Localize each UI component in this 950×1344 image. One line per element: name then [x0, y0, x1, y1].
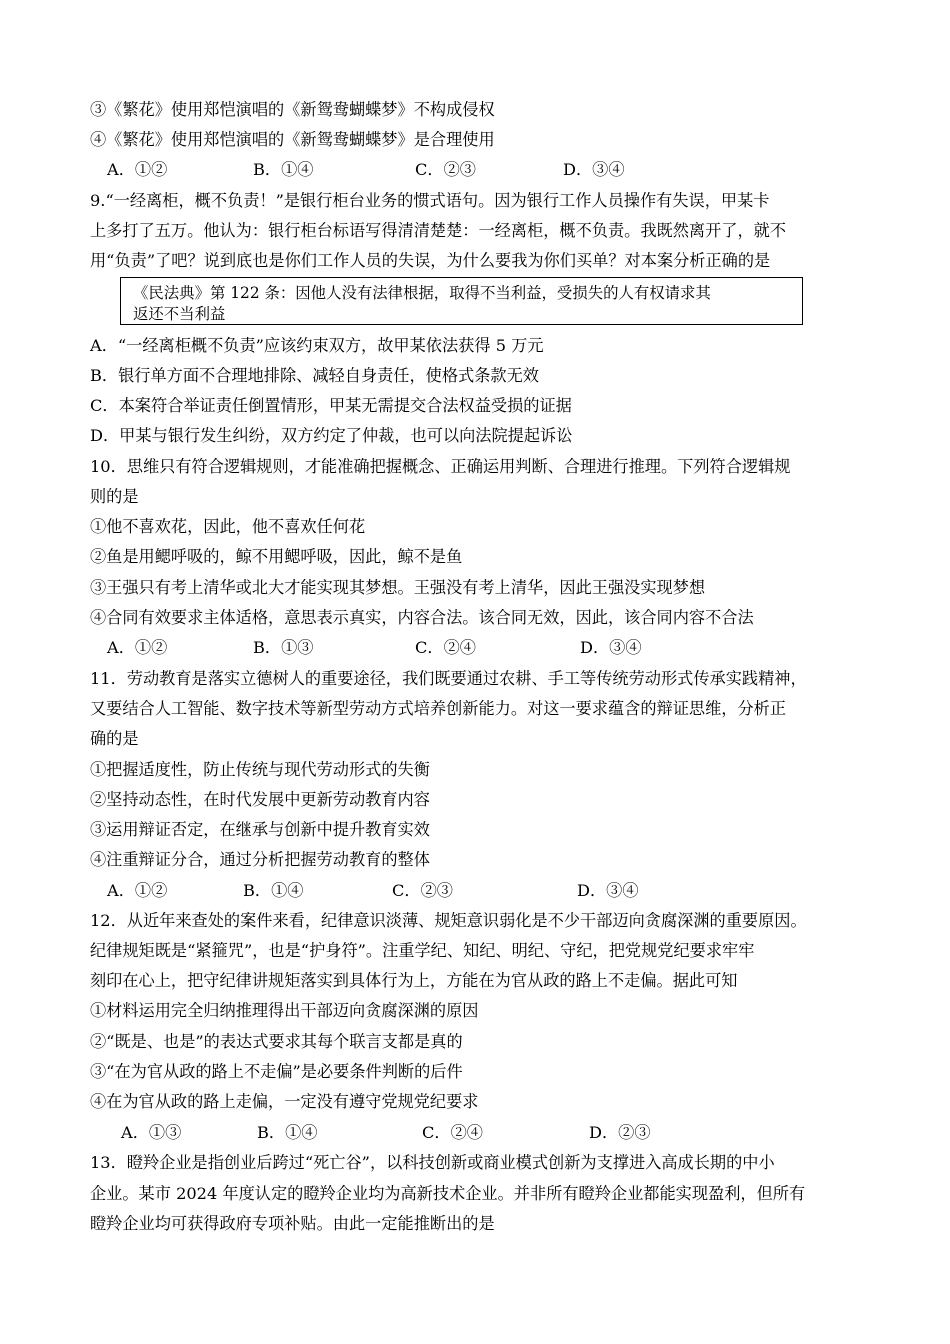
q11-stem-line-2: 又要结合人工智能、数字技术等新型劳动方式培养创新能力。对这一要求蕴含的辩证思维，分析正 — [90, 699, 787, 718]
q10-stem-line-1: 10．思维只有符合逻辑规则，才能准确把握概念、正确运用判断、合理进行推理。下列符合逻辑规 — [90, 457, 791, 476]
q9-law-box — [120, 277, 803, 325]
q12-statement-1: ①材料运用完全归纳推理得出干部迈向贪腐深渊的原因 — [90, 1001, 479, 1020]
q9-law-line-2: 返还不当利益 — [133, 305, 226, 323]
q12-option-c: C．②④ — [422, 1123, 483, 1142]
q11-stem-line-1: 11．劳动教育是落实立德树人的重要途径，我们既要通过农耕、手工等传统劳动形式传承实践精神， — [90, 669, 807, 688]
q13-stem-line-2: 企业。某市 2024 年度认定的瞪羚企业均为高新技术企业。并非所有瞪羚企业都能实现盈利，但所有 — [90, 1184, 806, 1203]
q10-option-b: B．①③ — [253, 638, 314, 657]
q13-stem-line-3: 瞪羚企业均可获得政府专项补贴。由此一定能推断出的是 — [90, 1214, 495, 1233]
q9-stem-line-1: 9.“一经离柜，概不负责！”是银行柜台业务的惯式语句。因为银行工作人员操作有失误，甲某卡 — [90, 191, 770, 210]
q9-option-a: A．“一经离柜概不负责”应该约束双方，故甲某依法获得 5 万元 — [90, 336, 544, 355]
q12-stem-line-3: 刻印在心上，把守纪律讲规矩落实到具体行为上，方能在为官从政的路上不走偏。据此可知 — [90, 971, 738, 990]
q12-statement-4: ④在为官从政的路上走偏，一定没有遵守党规党纪要求 — [90, 1092, 479, 1111]
q12-option-b: B．①④ — [257, 1123, 318, 1142]
q13-stem-line-1: 13．瞪羚企业是指创业后跨过“死亡谷”，以科技创新或商业模式创新为支撑进入高成长期的中小 — [90, 1153, 775, 1172]
top-option-c: C．②③ — [415, 160, 476, 179]
top-statement-4: ④《繁花》使用郑恺演唱的《新鸳鸯蝴蝶梦》是合理使用 — [90, 130, 495, 149]
q11-stem-line-3: 确的是 — [90, 729, 139, 748]
q9-stem-line-3: 用“负责”了吧？说到底也是你们工作人员的失误，为什么要我为你们买单？对本案分析正确的是 — [90, 251, 771, 270]
q11-statement-2: ②坚持动态性，在时代发展中更新劳动教育内容 — [90, 790, 430, 809]
q10-statement-3: ③王强只有考上清华或北大才能实现其梦想。王强没有考上清华，因此王强没实现梦想 — [90, 578, 706, 597]
q10-statement-4: ④合同有效要求主体适格，意思表示真实，内容合法。该合同无效，因此，该合同内容不合法 — [90, 608, 754, 627]
q11-option-d: D．③④ — [577, 881, 639, 900]
q11-option-c: C．②③ — [392, 881, 453, 900]
q12-option-a: A．①③ — [121, 1123, 182, 1142]
q9-option-c: C．本案符合举证责任倒置情形，甲某无需提交合法权益受损的证据 — [90, 396, 572, 415]
q12-option-d: D．②③ — [589, 1123, 651, 1142]
q11-statement-4: ④注重辩证分合，通过分析把握劳动教育的整体 — [90, 850, 430, 869]
q12-statement-2: ②“既是、也是”的表达式要求其每个联言支都是真的 — [90, 1032, 463, 1051]
q10-statement-1: ①他不喜欢花，因此，他不喜欢任何花 — [90, 517, 366, 536]
top-option-d: D．③④ — [563, 160, 625, 179]
q12-stem-line-1: 12．从近年来查处的案件来看，纪律意识淡薄、规矩意识弱化是不少干部迈向贪腐深渊的重要原因。 — [90, 911, 807, 930]
q11-option-b: B．①④ — [243, 881, 304, 900]
top-statement-3: ③《繁花》使用郑恺演唱的《新鸳鸯蝴蝶梦》不构成侵权 — [90, 100, 495, 119]
q10-statement-2: ②鱼是用鳃呼吸的，鲸不用鳃呼吸，因此，鲸不是鱼 — [90, 547, 463, 566]
q12-stem-line-2: 纪律规矩既是“紧箍咒”，也是“护身符”。注重学纪、知纪、明纪、守纪，把党规党纪要求牢牢 — [90, 941, 755, 960]
top-option-a: A．①② — [107, 160, 168, 179]
q11-option-a: A．①② — [107, 881, 168, 900]
q10-stem-line-2: 则的是 — [90, 487, 139, 506]
q10-option-a: A．①② — [107, 638, 168, 657]
q11-statement-3: ③运用辩证否定，在继承与创新中提升教育实效 — [90, 820, 430, 839]
q9-option-d: D．甲某与银行发生纠纷，双方约定了仲裁，也可以向法院提起诉讼 — [90, 426, 573, 445]
q9-stem-line-2: 上多打了五万。他认为：银行柜台标语写得清清楚楚：一经离柜，概不负责。我既然离开了，就不 — [90, 221, 787, 240]
top-option-b: B．①④ — [253, 160, 314, 179]
q9-law-line-1: 《民法典》第 122 条：因他人没有法律根据，取得不当利益，受损失的人有权请求其 — [133, 284, 711, 302]
q12-statement-3: ③“在为官从政的路上不走偏”是必要条件判断的后件 — [90, 1062, 463, 1081]
q10-option-c: C．②④ — [415, 638, 476, 657]
q9-option-b: B．银行单方面不合理地排除、减轻自身责任，使格式条款无效 — [90, 366, 539, 385]
q11-statement-1: ①把握适度性，防止传统与现代劳动形式的失衡 — [90, 760, 430, 779]
q10-option-d: D．③④ — [580, 638, 642, 657]
